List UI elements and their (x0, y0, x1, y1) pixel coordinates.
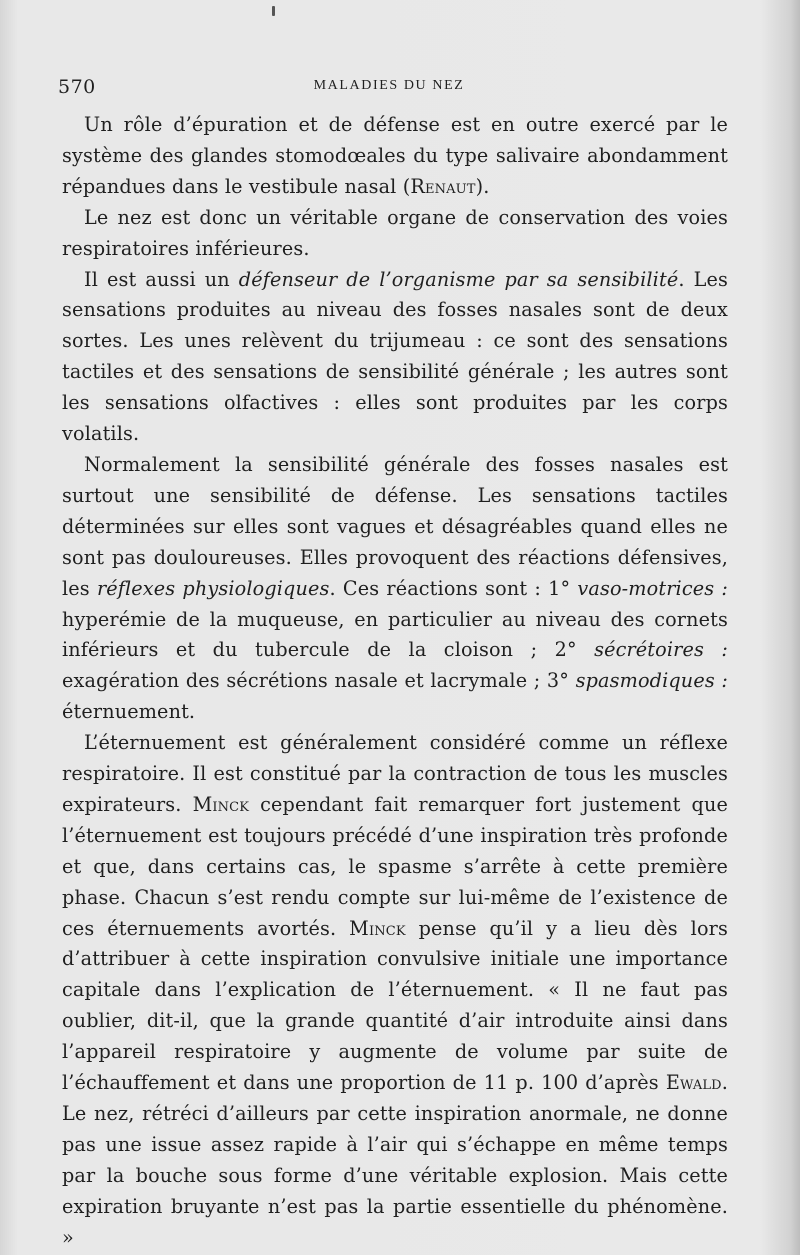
italic-text: sécrétoires : (594, 638, 728, 662)
author-name: Minck (192, 792, 250, 816)
italic-text: vaso-motrices : (577, 576, 728, 600)
paragraph (62, 728, 728, 1253)
italic-text: réflexes physiologiques (96, 576, 330, 600)
text-run: Un rôle d’épuration et de défense est en outre exercé par le système des glandes stomodœales du type salivaire abondamment répandues dans le vestibule nasal ( (62, 113, 728, 198)
text-run: L’éternuement est généralement considéré comme un réflexe respiratoire. Il est constitué par la contraction de tous les muscles expirateurs. (62, 731, 728, 816)
body-text (62, 110, 728, 1254)
author-name: Ewald (665, 1071, 722, 1095)
text-run: éternuement. (62, 700, 196, 724)
paragraph (62, 450, 728, 728)
text-run: . Ces réactions sont : 1° (329, 576, 578, 600)
author-name: Minck (349, 916, 406, 940)
text-run: cependant fait remarquer fort justement que l’éternuement est toujours précédé d’une inspiration très profonde et que, dans certains cas, le spasme s’arrête à cette première phase. Chacun s’est rendu compte sur lui-même de l’existence de ces éternuements avortés. (62, 792, 728, 940)
text-run: pense qu’il y a lieu dès lors d’attribuer à cette inspiration convulsive initiale une importance capitale dans l’explication de l’éternuement. « Il ne faut pas oublier, dit-il, que la grande quantité d’air introduite ainsi dans l’appareil respiratoire y augmente de volume par suite de l’échauffement et dans une proportion de 11 p. 100 d’après (62, 916, 728, 1095)
print-mark (272, 6, 275, 16)
text-run: ). (475, 174, 490, 198)
text-run: . Le nez, rétréci d’ailleurs par cette inspiration anormale, ne donne pas une issue assez rapide à l’air qui s’échappe en même temps par la bouche sous forme d’une véritable explosion. Mais cette expiration bruyante n’est pas la partie essentielle du phénomène. » (62, 1071, 728, 1249)
italic-text: défenseur de l’organisme par sa sensibilité (238, 267, 679, 291)
italic-text: spasmodiques : (575, 669, 728, 693)
paragraph (62, 265, 728, 450)
author-name: Renaut (410, 174, 476, 198)
paragraph (62, 110, 728, 203)
page-number: 570 (58, 76, 96, 98)
paragraph (62, 203, 728, 265)
text-run: Le nez est donc un véritable organe de conservation des voies respiratoires inférieures. (62, 205, 728, 260)
page-header (58, 70, 720, 100)
text-run: Normalement la sensibilité générale des fosses nasales est surtout une sensibilité de défense. Les sensations tactiles déterminées sur elles sont vagues et désagréables quand elles ne sont pas douloureuses. Elles provoquent des réactions défensives, les (62, 452, 728, 600)
text-run: exagération des sécrétions nasale et lacrymale ; 3° (62, 669, 576, 693)
running-head: MALADIES DU NEZ (313, 78, 465, 93)
text-run: Il est aussi un (84, 267, 239, 291)
text-run: . Les sensations produites au niveau des fosses nasales sont de deux sortes. Les unes relèvent du trijumeau : ce sont des sensations tactiles et des sensations de sensibilité générale ; les autres sont les sensations olfactives : elles sont produites par les corps volatils. (62, 267, 728, 446)
text-run: hyperémie de la muqueuse, en particulier au niveau des cornets inférieurs et du tubercule de la cloison ; 2° (62, 607, 728, 662)
